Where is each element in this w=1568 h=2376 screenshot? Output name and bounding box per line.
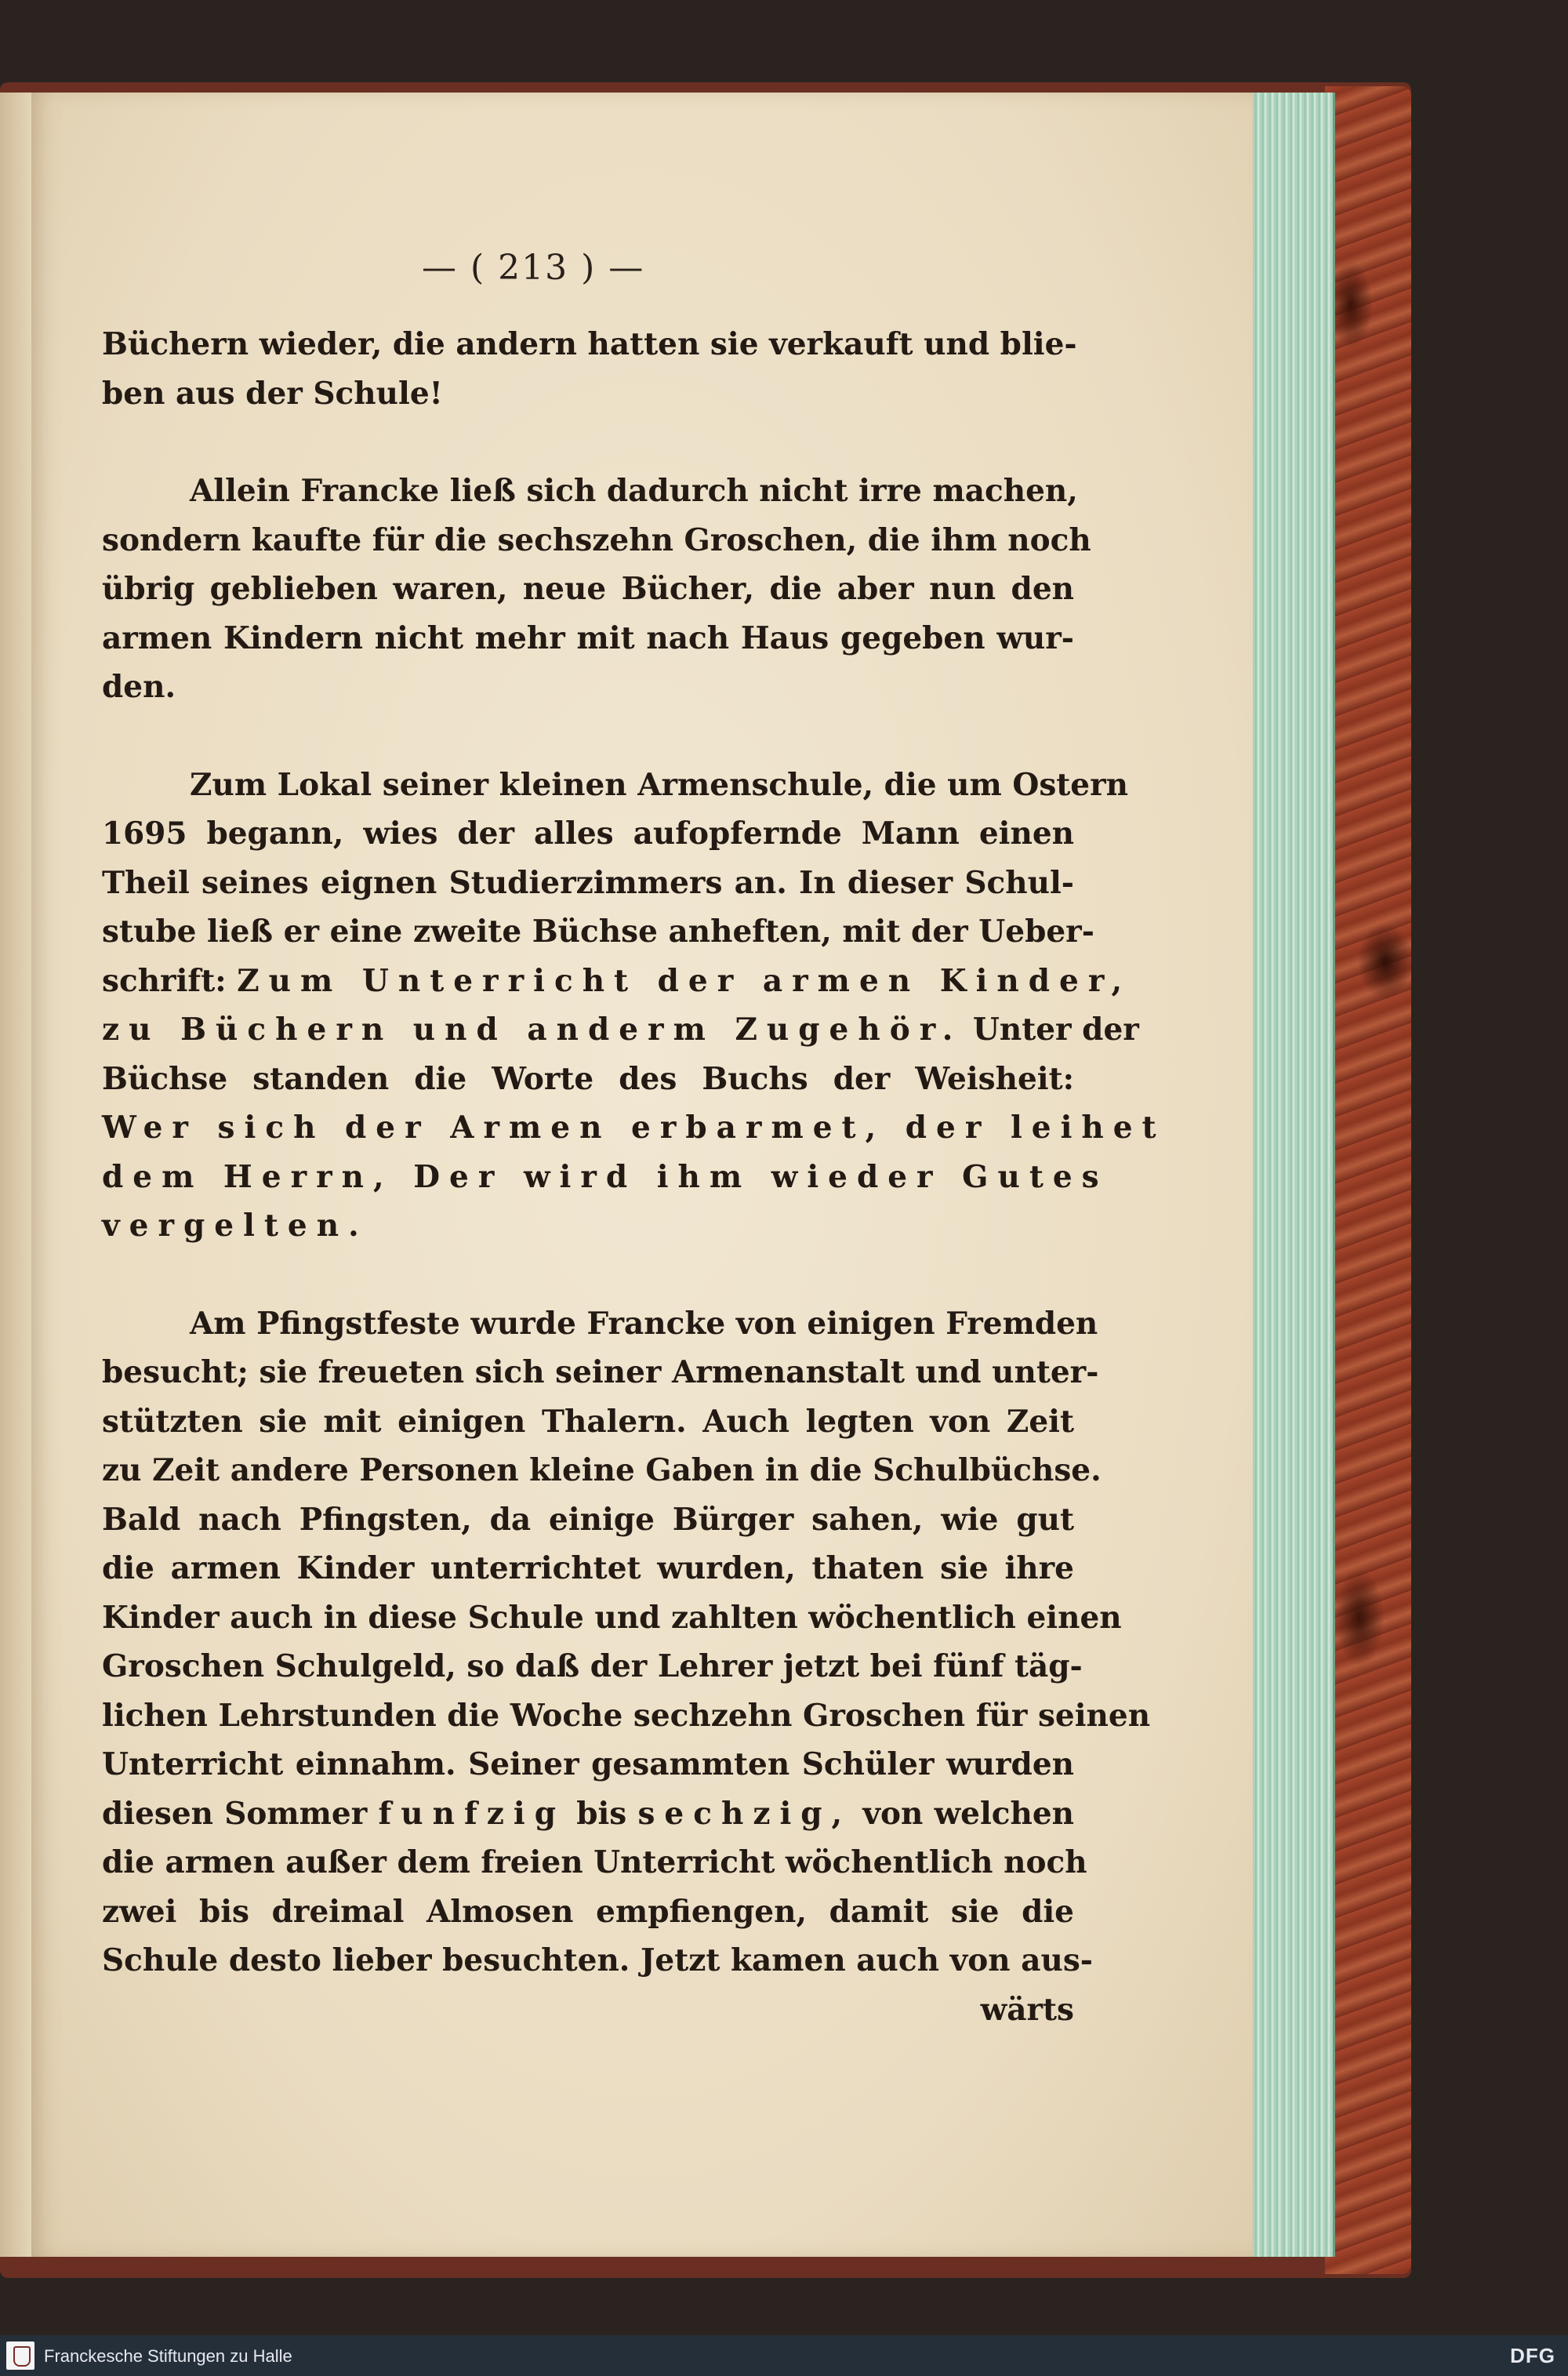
text-line: stützten sie mit einigen Thalern. Auch legten von Zeit — [102, 1403, 1074, 1440]
text-line: Schule desto lieber besuchten. Jetzt kamen auch von aus- — [102, 1942, 1093, 1978]
text-line: die armen außer dem freien Unterricht wöchentlich noch — [102, 1844, 1087, 1880]
catchword: wärts — [980, 1991, 1074, 2028]
text-line: Theil seines eignen Studierzimmers an. In dieser Schul- — [102, 864, 1074, 901]
text-line: zu Zeit andere Personen kleine Gaben in die Schulbüchse. — [102, 1452, 1102, 1488]
dfg-logo: DFG — [1510, 2344, 1555, 2367]
text-line: sondern kaufte für die sechszehn Groschen, die ihm noch — [102, 521, 1091, 558]
text-fragment: bis — [576, 1795, 627, 1832]
text-fragment: diesen Sommer — [102, 1795, 368, 1832]
text-line-mixed — [102, 1789, 1074, 1839]
text-line: armen Kindern nicht mehr mit nach Haus gegeben wur- — [102, 619, 1074, 656]
text-line: besucht; sie freueten sich seiner Armenanstalt und unter- — [102, 1354, 1099, 1390]
text-line: 1695 begann, wies der alles aufopfernde Mann einen — [102, 816, 1074, 852]
text-line: lichen Lehrstunden die Woche sechzehn Groschen für seinen — [102, 1697, 1151, 1734]
text-line: ben aus der Schule! — [102, 375, 443, 412]
text-line: die armen Kinder unterrichtet wurden, thaten sie ihre — [102, 1550, 1074, 1586]
text-line: den. — [102, 669, 176, 705]
text-line: Allein Francke ließ sich dadurch nicht irre machen, — [190, 473, 1078, 509]
text-line: zwei bis dreimal Almosen empfiengen, damit sie die — [102, 1893, 1074, 1930]
spaced-quote-line: vergelten. — [102, 1208, 368, 1244]
text-line: Zum Lokal seiner kleinen Armenschule, die um Ostern — [190, 766, 1129, 803]
spaced-inscription: Zum Unterricht der armen Kinder, — [237, 962, 1132, 999]
text-line: Unterricht einnahm. Seiner gesammten Schüler wurden — [102, 1746, 1074, 1782]
text-line: Büchern wieder, die andern hatten sie verkauft und blie- — [102, 326, 1077, 362]
text-line: stube ließ er eine zweite Büchse anheften, mit der Ueber- — [102, 914, 1094, 950]
text-line: Kinder auch in diese Schule und zahlten wöchentlich einen — [102, 1599, 1122, 1636]
text-line: übrig geblieben waren, neue Bücher, die aber nun den — [102, 571, 1074, 607]
marbled-cover-edge — [1325, 86, 1411, 2274]
spaced-number-word: sechzig, — [637, 1795, 852, 1832]
text-fragment: von welchen — [862, 1795, 1075, 1832]
spaced-quote-line: Wer sich der Armen erbarmet, der leihet — [102, 1110, 1166, 1146]
book-page — [30, 93, 1253, 2257]
institution-name: Franckesche Stiftungen zu Halle — [44, 2346, 292, 2366]
text-line-inscription — [102, 1005, 1139, 1055]
text-line: Bald nach Pfingsten, da einige Bürger sahen, wie gut — [102, 1501, 1074, 1538]
page-block-edges — [1247, 93, 1335, 2257]
text-fragment: schrift: — [102, 962, 227, 999]
text-line-inscription — [102, 957, 1132, 1006]
page-body — [102, 320, 1166, 2034]
spaced-quote-line: dem Herrn, Der wird ihm wieder Gutes — [102, 1158, 1109, 1195]
spaced-inscription: zu Büchern und anderm Zugehör. — [102, 1012, 963, 1048]
text-line: Groschen Schulgeld, so daß der Lehrer jetzt bei fünf täg- — [102, 1648, 1083, 1684]
text-fragment: Unter der — [972, 1012, 1139, 1048]
text-line: Am Pfingstfeste wurde Francke von einigen Fremden — [190, 1305, 1098, 1342]
viewer-footer — [0, 2335, 1568, 2376]
page-number: — ( 213 ) — — [422, 248, 645, 288]
spaced-number-word: funfzig — [378, 1795, 565, 1832]
institution-logo-icon — [6, 2341, 34, 2370]
text-line: Büchse standen die Worte des Buchs der Weisheit: — [102, 1060, 1074, 1097]
